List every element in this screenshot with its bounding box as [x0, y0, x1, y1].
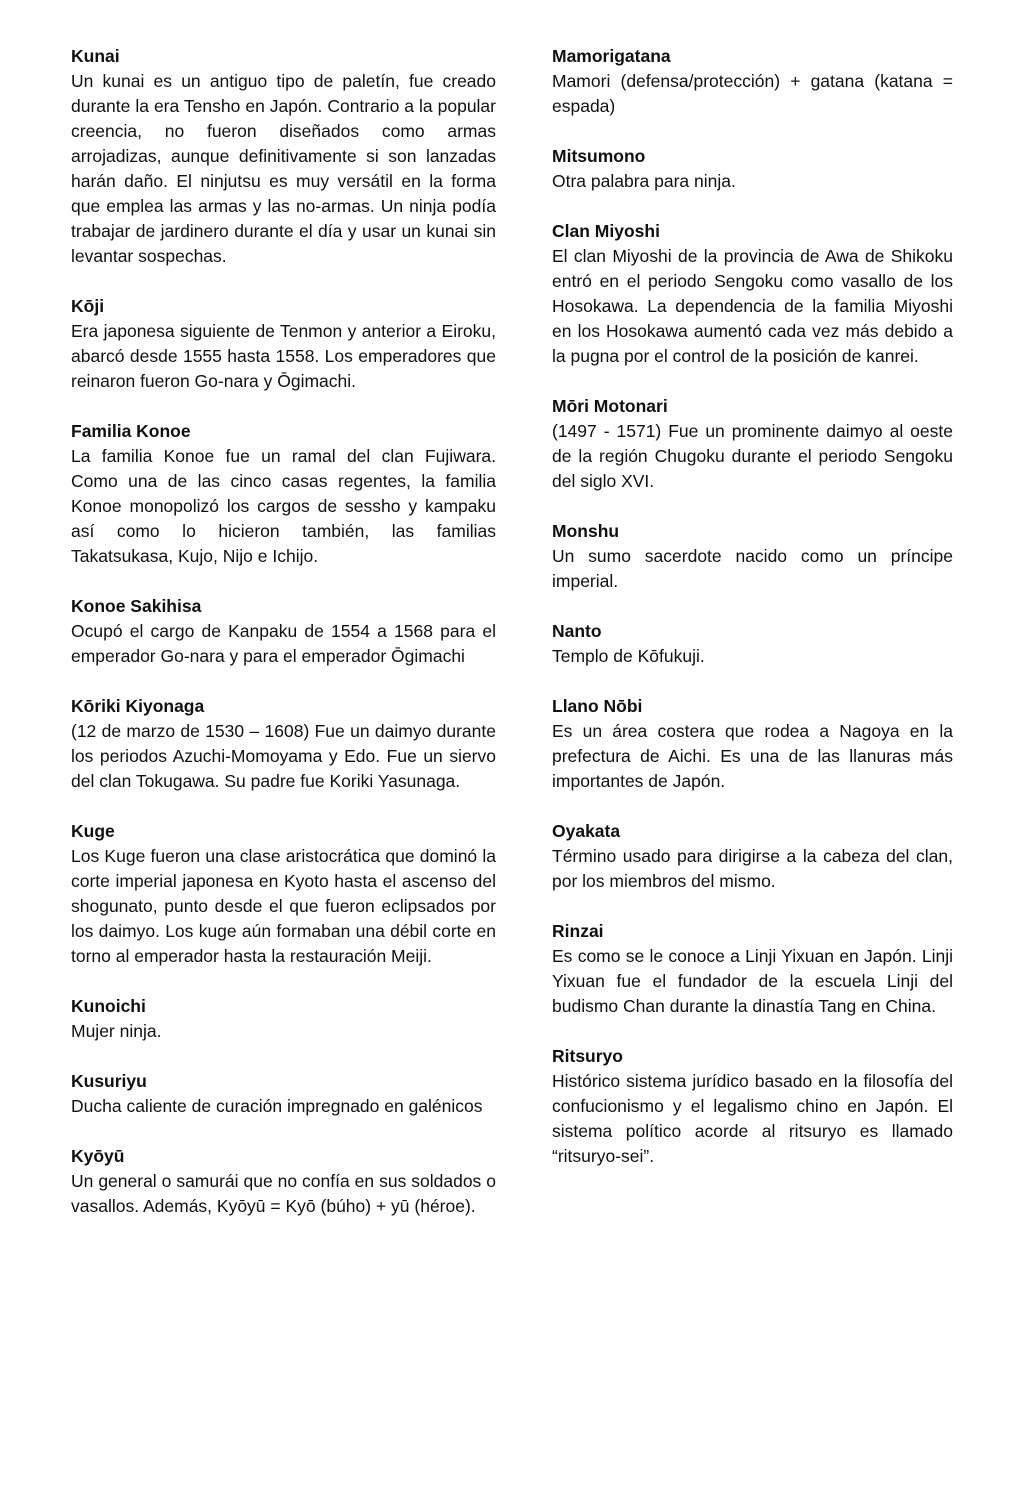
entry-term: Kunoichi: [71, 996, 146, 1016]
glossary-entry: [552, 819, 953, 894]
left-column: [71, 44, 496, 1244]
entry-definition: Un kunai es un antiguo tipo de paletín, fue creado durante la era Tensho en Japón. Contrario a la popular creencia, no fueron diseñados como armas arrojadizas, aunque definitivamente si son lanzadas harán daño. El ninjutsu es muy versátil en la forma que emplea las armas y las no-armas. Un ninja podía trabajar de jardinero durante el día y usar un kunai sin levantar sospechas.: [71, 71, 496, 266]
right-column: [552, 44, 953, 1194]
entry-term: Mitsumono: [552, 146, 646, 166]
entry-term: Llano Nōbi: [552, 696, 643, 716]
glossary-entry: [71, 294, 496, 394]
entry-definition: Es como se le conoce a Linji Yixuan en Japón. Linji Yixuan fue el fundador de la escuela Linji del budismo Chan durante la dinastía Tang en China.: [552, 946, 953, 1016]
glossary-entry: [71, 994, 496, 1044]
entry-definition: Un sumo sacerdote nacido como un príncipe imperial.: [552, 546, 953, 591]
entry-term: Mamorigatana: [552, 46, 671, 66]
entry-term: Kōji: [71, 296, 105, 316]
entry-term: Familia Konoe: [71, 421, 191, 441]
glossary-entry: [552, 219, 953, 369]
entry-definition: La familia Konoe fue un ramal del clan Fujiwara. Como una de las cinco casas regentes, la familia Konoe monopolizó los cargos de sessho y kampaku así como lo hicieron también, las familias Takatsukasa, Kujo, Nijo e Ichijo.: [71, 446, 496, 566]
glossary-entry: [552, 394, 953, 494]
entry-definition: Histórico sistema jurídico basado en la filosofía del confucionismo y el legalismo chino en Japón. El sistema político acorde al ritsuryo es llamado “ritsuryo-sei”.: [552, 1071, 953, 1166]
entry-term: Nanto: [552, 621, 602, 641]
entry-definition: Un general o samurái que no confía en sus soldados o vasallos. Además, Kyōyū = Kyō (búho) + yū (héroe).: [71, 1171, 496, 1216]
glossary-entry: [552, 919, 953, 1019]
entry-definition: Era japonesa siguiente de Tenmon y anterior a Eiroku, abarcó desde 1555 hasta 1558. Los emperadores que reinaron fueron Go-nara y Ōgimachi.: [71, 321, 496, 391]
entry-definition: Término usado para dirigirse a la cabeza del clan, por los miembros del mismo.: [552, 846, 953, 891]
entry-definition: Los Kuge fueron una clase aristocrática que dominó la corte imperial japonesa en Kyoto hasta el ascenso del shogunato, punto desde el que fueron eclipsados por los daimyo. Los kuge aún formaban una débil corte en torno al emperador hasta la restauración Meiji.: [71, 846, 496, 966]
glossary-entry: [552, 44, 953, 119]
glossary-entry: [552, 144, 953, 194]
entry-definition: (12 de marzo de 1530 – 1608) Fue un daimyo durante los periodos Azuchi-Momoyama y Edo. Fue un siervo del clan Tokugawa. Su padre fue Koriki Yasunaga.: [71, 721, 496, 791]
entry-term: Monshu: [552, 521, 620, 541]
glossary-entry: [71, 419, 496, 569]
glossary-entry: [552, 1044, 953, 1169]
glossary-entry: [71, 1144, 496, 1219]
entry-definition: Es un área costera que rodea a Nagoya en la prefectura de Aichi. Es una de las llanuras más importantes de Japón.: [552, 721, 953, 791]
entry-definition: Templo de Kōfukuji.: [552, 646, 705, 666]
entry-term: Kyōyū: [71, 1146, 125, 1166]
entry-definition: (1497 - 1571) Fue un prominente daimyo al oeste de la región Chugoku durante el periodo Sengoku del siglo XVI.: [552, 421, 953, 491]
glossary-entry: [552, 519, 953, 594]
entry-term: Clan Miyoshi: [552, 221, 660, 241]
entry-term: Rinzai: [552, 921, 604, 941]
glossary-entry: [71, 694, 496, 794]
entry-term: Mōri Motonari: [552, 396, 668, 416]
entry-definition: Ocupó el cargo de Kanpaku de 1554 a 1568 para el emperador Go-nara y para el emperador Ōgimachi: [71, 621, 496, 666]
glossary-entry: [71, 1069, 496, 1119]
entry-definition: Mujer ninja.: [71, 1021, 162, 1041]
glossary-entry: [71, 44, 496, 269]
entry-term: Oyakata: [552, 821, 621, 841]
entry-definition: Mamori (defensa/protección) + gatana (katana = espada): [552, 71, 953, 116]
entry-term: Ritsuryo: [552, 1046, 623, 1066]
entry-term: Kunai: [71, 46, 120, 66]
entry-definition: Ducha caliente de curación impregnado en galénicos: [71, 1096, 483, 1116]
glossary-entry: [552, 619, 953, 669]
glossary-entry: [71, 819, 496, 969]
entry-definition: El clan Miyoshi de la provincia de Awa de Shikoku entró en el periodo Sengoku como vasallo de los Hosokawa. La dependencia de la familia Miyoshi en los Hosokawa aumentó cada vez más debido a la pugna por el control de la posición de kanrei.: [552, 246, 953, 366]
glossary-entry: [71, 594, 496, 669]
entry-term: Konoe Sakihisa: [71, 596, 202, 616]
entry-definition: Otra palabra para ninja.: [552, 171, 736, 191]
entry-term: Kusuriyu: [71, 1071, 147, 1091]
entry-term: Kōriki Kiyonaga: [71, 696, 205, 716]
glossary-entry: [552, 694, 953, 794]
entry-term: Kuge: [71, 821, 115, 841]
